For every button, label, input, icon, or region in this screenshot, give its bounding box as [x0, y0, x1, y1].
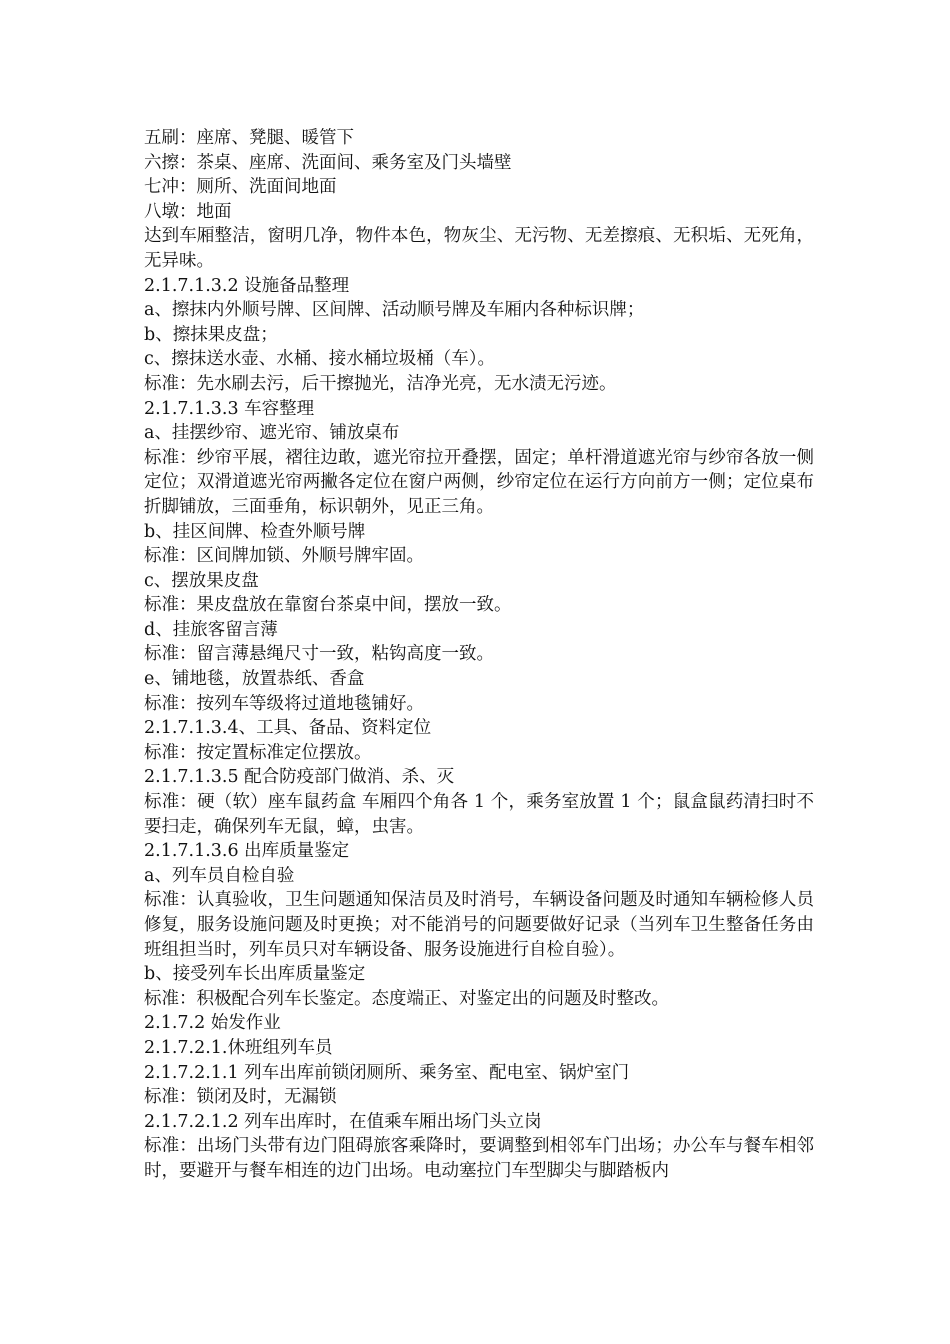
list-item: a、列车员自检自验 [144, 865, 295, 886]
section-heading: 2.1.7.2.1.2 列车出库时，在值乘车厢出场门头立岗 [144, 1111, 542, 1132]
list-item: b、接受列车长出库质量鉴定 [144, 964, 366, 985]
list-item: c、擦抹送水壶、水桶、接水桶垃圾桶（车）。 [144, 349, 496, 370]
text-line: 六擦：茶桌、座席、洗面间、乘务室及门头墙壁 [144, 152, 512, 173]
standard-text: 标准：锁闭及时，无漏锁 [144, 1087, 337, 1108]
text-line: 八墩：地面 [144, 201, 232, 222]
standard-text: 标准：先水刷去污，后干擦抛光，洁净光亮，无水渍无污迹。 [144, 373, 617, 394]
section-heading: 2.1.7.2 始发作业 [144, 1013, 281, 1034]
section-heading: 2.1.7.1.3.4、工具、备品、资料定位 [144, 718, 432, 739]
list-item: b、擦抹果皮盘； [144, 324, 278, 345]
section-heading: 2.1.7.2.1.休班组列车员 [144, 1037, 333, 1058]
section-heading: 2.1.7.2.1.1 列车出库前锁闭厕所、乘务室、配电室、锅炉室门 [144, 1062, 630, 1083]
list-item: b、挂区间牌、检查外顺号牌 [144, 521, 366, 542]
standard-text: 标准：积极配合列车长鉴定。态度端正、对鉴定出的问题及时整改。 [144, 988, 669, 1009]
list-item: c、摆放果皮盘 [144, 570, 259, 591]
standard-text: 标准：按列车等级将过道地毯铺好。 [144, 693, 424, 714]
section-heading: 2.1.7.1.3.2 设施备品整理 [144, 275, 350, 296]
standard-text: 标准：果皮盘放在靠窗台茶桌中间，摆放一致。 [144, 595, 512, 616]
standard-paragraph: 标准：硬（软）座车鼠药盒 车厢四个角各 1 个，乘务室放置 1 个；鼠盒鼠药清扫时不要扫走，确保列车无鼠，蟑，虫害。 [144, 792, 814, 837]
standard-text: 标准：留言薄悬绳尺寸一致，粘钩高度一致。 [144, 644, 494, 665]
standard-text: 标准：区间牌加锁、外顺号牌牢固。 [144, 546, 424, 567]
standard-paragraph: 标准：认真验收，卫生问题通知保洁员及时消号，车辆设备问题及时通知车辆检修人员修复，服务设施问题及时更换；对不能消号的问题要做好记录（当列车卫生整备任务由班组担当时，列车员只对车辆设备、服务设施进行自检自验）。 [144, 890, 814, 960]
standard-text: 标准：按定置标准定位摆放。 [144, 742, 372, 763]
section-heading: 2.1.7.1.3.3 车容整理 [144, 398, 315, 419]
standard-paragraph: 标准：出场门头带有边门阻碍旅客乘降时，要调整到相邻车门出场；办公车与餐车相邻时，要避开与餐车相连的边门出场。电动塞拉门车型脚尖与脚踏板内 [144, 1136, 814, 1181]
document-page [144, 126, 814, 1184]
standard-paragraph: 标准：纱帘平展，褶往边敢，遮光帘拉开叠摆，固定；单杆滑道遮光帘与纱帘各放一侧定位；双滑道遮光帘两撇各定位在窗户两侧，纱帘定位在运行方向前方一侧；定位桌布折脚铺放，三面垂角，标识朝外，见正三角。 [144, 447, 814, 517]
section-heading: 2.1.7.1.3.5 配合防疫部门做消、杀、灭 [144, 767, 455, 788]
section-heading: 2.1.7.1.3.6 出库质量鉴定 [144, 841, 350, 862]
list-item: e、铺地毯，放置恭纸、香盒 [144, 669, 365, 690]
paragraph: 达到车厢整洁，窗明几净，物件本色，物灰尘、无污物、无差擦痕、无积垢、无死角，无异味。 [144, 226, 814, 271]
list-item: a、擦抹内外顺号牌、区间牌、活动顺号牌及车厢内各种标识牌； [144, 300, 645, 321]
list-item: a、挂摆纱帘、遮光帘、铺放桌布 [144, 423, 400, 444]
list-item: d、挂旅客留言薄 [144, 619, 278, 640]
text-line: 七冲：厕所、洗面间地面 [144, 177, 337, 198]
text-line: 五刷：座席、凳腿、暖管下 [144, 128, 354, 148]
